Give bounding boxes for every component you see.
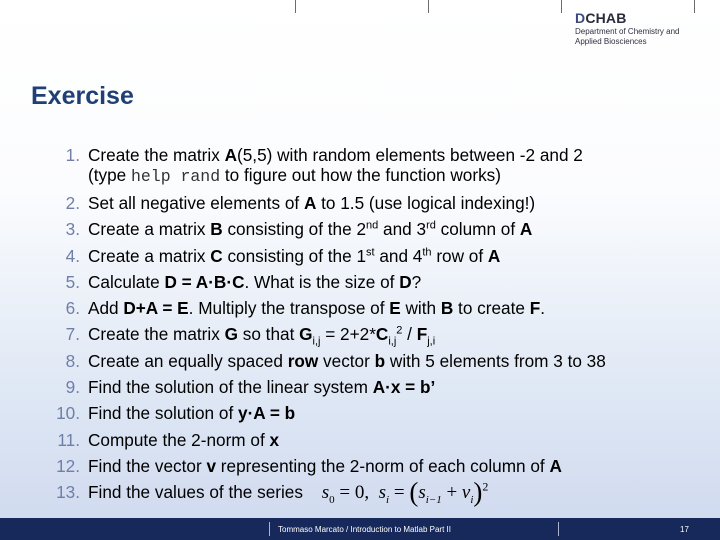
series-formula	[321, 477, 489, 508]
index-subscript: i,j	[388, 335, 397, 348]
item-symbol: D = A·B·C	[164, 271, 245, 292]
item-text: with	[400, 298, 441, 319]
item-text: column of	[435, 219, 520, 240]
formula-exponent: 2	[482, 479, 489, 494]
formula-subscript: i	[470, 494, 474, 507]
formula-paren: )	[473, 477, 483, 508]
code-snippet: help rand	[131, 167, 221, 186]
item-number: 4.	[65, 245, 80, 266]
slide-title: Exercise	[31, 82, 134, 110]
ordinal-suffix: rd	[426, 219, 436, 232]
item-text: Create the matrix	[88, 324, 225, 345]
item-text: Find the vector	[88, 455, 207, 476]
item-text: consisting of the 2	[222, 219, 367, 240]
formula-paren: (	[409, 477, 419, 508]
formula-symbol: s	[378, 482, 387, 504]
item-text: Create the matrix	[88, 145, 225, 165]
item-text: /	[402, 324, 417, 345]
item-symbol: F	[529, 298, 541, 319]
item-text: and 3	[378, 219, 427, 240]
item-text: Calculate	[88, 271, 165, 292]
formula-symbol: s	[321, 482, 330, 504]
item-text: Compute the 2-norm of	[88, 429, 270, 450]
item-symbol: D	[399, 271, 412, 292]
footer-divider	[269, 522, 270, 536]
ordinal-suffix: st	[366, 245, 375, 258]
item-symbol: D+A = E	[123, 298, 189, 319]
header-divider	[428, 0, 429, 13]
exponent: 2	[396, 324, 403, 337]
footer-text: Tommaso Marcato / Introduction to Matlab Part II	[278, 525, 451, 534]
item-symbol: y·A = b	[238, 403, 296, 424]
item-text: = 2+2*	[320, 324, 376, 345]
item-symbol: E	[389, 298, 401, 319]
item-text: ?	[411, 271, 422, 292]
item-number: 3.	[65, 219, 80, 240]
list-item	[32, 348, 692, 374]
item-text: Create a matrix	[88, 245, 211, 266]
item-text: . What is the size of	[244, 271, 400, 292]
list-item	[32, 190, 692, 216]
item-text: Find the solution of	[88, 403, 239, 424]
item-symbol: B	[210, 219, 223, 240]
logo-wordmark	[575, 11, 680, 26]
footer-bar	[0, 518, 720, 540]
item-number: 7.	[65, 324, 80, 345]
formula-text: =	[389, 482, 410, 504]
logo-line-2: Applied Biosciences	[575, 37, 647, 46]
formula-text: = 0,	[334, 482, 370, 504]
header-divider	[295, 0, 296, 13]
item-text: to 1.5 (use logical indexing!)	[316, 193, 536, 213]
item-symbol: A	[549, 455, 562, 476]
list-item	[32, 427, 692, 453]
header-divider	[561, 0, 562, 13]
formula-subscript: 0	[329, 494, 335, 507]
index-subscript: i,j	[312, 335, 321, 348]
list-item	[32, 321, 692, 347]
item-symbol: A·x = b’	[372, 377, 436, 398]
item-number: 9.	[65, 377, 80, 398]
item-symbol: A	[519, 219, 533, 240]
item-text: Set all negative elements of	[88, 193, 304, 213]
exercise-list	[32, 142, 692, 507]
page-number: 17	[680, 525, 689, 534]
item-number: 8.	[65, 350, 80, 371]
item-text: (type	[88, 165, 131, 185]
item-text: Create an equally spaced	[88, 350, 288, 371]
item-symbol: x	[269, 429, 280, 450]
item-text: so that	[237, 324, 300, 345]
item-symbol: A	[224, 145, 238, 165]
item-text: vector	[318, 350, 375, 371]
item-symbol: A	[303, 193, 317, 213]
item-symbol: C	[210, 245, 223, 266]
formula-symbol: v	[461, 482, 471, 504]
item-text: and 4	[374, 245, 423, 266]
list-item	[32, 216, 692, 242]
footer-divider	[558, 522, 559, 536]
ordinal-suffix: th	[422, 245, 432, 258]
logo-line-1: Department of Chemistry and	[575, 27, 680, 36]
item-symbol: F	[416, 324, 428, 345]
list-item	[32, 453, 692, 479]
index-subscript: j,i	[427, 335, 436, 348]
item-text: row of	[431, 245, 488, 266]
list-item	[32, 269, 692, 295]
item-text: Find the values of the series	[88, 482, 303, 503]
item-number: 2.	[65, 193, 80, 213]
item-text: Add	[88, 298, 124, 319]
logo-name: CHAB	[585, 10, 627, 26]
item-text: . Multiply the transpose of	[188, 298, 390, 319]
list-item	[32, 295, 692, 321]
formula-text: +	[441, 482, 462, 504]
list-item	[32, 400, 692, 426]
item-text: (5,5) with random elements between -2 and 2	[237, 145, 583, 165]
list-item	[32, 243, 692, 269]
item-text: .	[540, 298, 545, 319]
item-emphasis: row	[287, 350, 319, 371]
item-text: representing the 2-norm of each column of	[216, 455, 550, 476]
item-symbol: A	[487, 245, 501, 266]
list-item	[32, 479, 692, 506]
item-number: 1.	[65, 145, 80, 165]
item-text: consisting of the 1	[222, 245, 367, 266]
item-symbol: G	[224, 324, 238, 345]
ordinal-suffix: nd	[366, 219, 379, 232]
item-text: to figure out how the function works)	[220, 165, 501, 185]
list-item	[32, 374, 692, 400]
item-text: Find the solution of the linear system	[88, 377, 373, 398]
item-number: 5.	[65, 271, 80, 292]
item-number: 10.	[56, 403, 80, 424]
formula-subscript: i	[386, 494, 390, 507]
dchab-logo	[575, 11, 680, 46]
item-text: Create a matrix	[88, 219, 211, 240]
item-number: 6.	[65, 298, 80, 319]
list-item	[32, 142, 692, 190]
item-symbol: B	[440, 298, 454, 319]
item-symbol: G	[299, 324, 313, 345]
item-symbol: C	[375, 324, 389, 345]
item-symbol: v	[206, 455, 217, 476]
item-number: 11.	[57, 429, 80, 450]
header-divider	[694, 0, 695, 13]
item-number: 12.	[56, 455, 80, 476]
formula-symbol: s	[418, 482, 426, 504]
item-symbol: b	[374, 350, 386, 371]
item-number: 13.	[56, 482, 80, 503]
formula-subscript: i−1	[425, 494, 442, 507]
logo-d: D	[575, 10, 586, 26]
item-text: with 5 elements from 3 to 38	[385, 350, 606, 371]
item-text: to create	[453, 298, 530, 319]
